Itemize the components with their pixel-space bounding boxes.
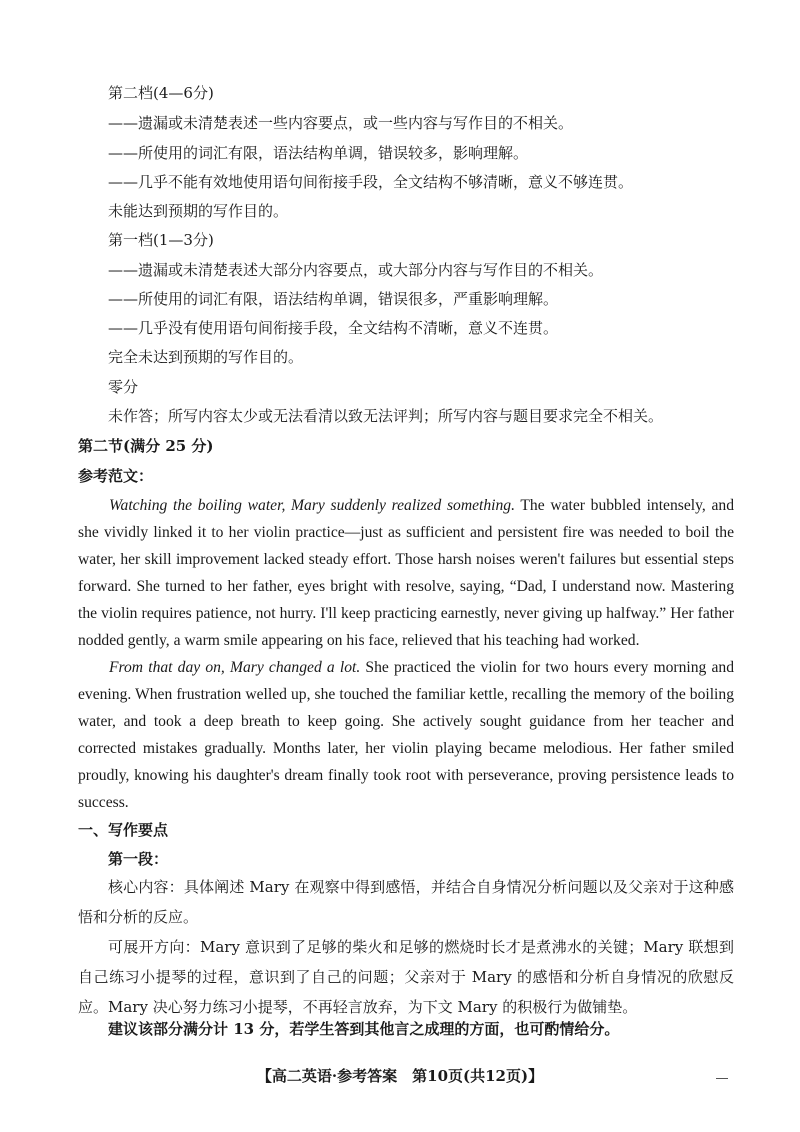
grade2-title: 第二档(4—6分) [108, 84, 214, 102]
scoring-suggestion: 建议该部分满分计 13 分，若学生答到其他言之成理的方面，也可酌情给分。 [108, 1020, 620, 1038]
key-points-title: 一、写作要点 [78, 821, 169, 839]
zero-text: 未作答；所写内容太少或无法看清以致无法评判；所写内容与题目要求完全不相关。 [108, 407, 664, 425]
grade2-item: ——几乎不能有效地使用语句间衔接手段，全文结构不够清晰，意义不够连贯。 [108, 173, 634, 191]
expansion-directions: 可展开方向：Mary 意识到了足够的柴火和足够的燃烧时长才是煮沸水的关键；Mary 联想到自己练习小提琴的过程，意识到了自己的问题；父亲对于 Mary 的感悟和分析自身情况的欣慰反应。Mary 决心努力练习小提琴，不再轻言放弃，为下文 Mary 的积极行为做铺垫。 [78, 938, 734, 1016]
core-content: 核心内容：具体阐述 Mary 在观察中得到感悟，并结合自身情况分析问题以及父亲对于这种感悟和分析的反应。 [78, 878, 734, 926]
grade1-item: ——所使用的词汇有限，语法结构单调，错误很多，严重影响理解。 [108, 290, 559, 308]
paragraph-one-title: 第一段： [108, 850, 169, 868]
grade1-item: ——遗漏或未清楚表述大部分内容要点，或大部分内容与写作目的不相关。 [108, 261, 604, 279]
page-footer: 【高二英语·参考答案 第10页(共12页)】 [256, 1067, 544, 1085]
grade2-conclusion: 未能达到预期的写作目的。 [108, 202, 289, 220]
section-title: 第二节(满分 25 分) [78, 437, 214, 455]
sample-label: 参考范文： [78, 467, 154, 485]
corner-mark [716, 1078, 728, 1079]
essay-paragraph-1-body: The water bubbled intensely, and she vividly linked it to her violin practice—just as sufficient and persistent fire was needed to boil the water, her skill improvement lacked steady effort. Those harsh noises weren't failures but essential steps forward. She turned to her father, eyes bright with resolve, saying, “Dad, I understand now. Mastering the violin requires patience, not hurry. I'll keep practicing earnestly, never giving up halfway.” Her father nodded gently, a warm smile appearing on his face, relieved that his teaching had worked. [78, 497, 734, 649]
essay-paragraph-2 [78, 654, 734, 816]
essay-paragraph-2-lead: From that day on, Mary changed a lot. [109, 659, 361, 676]
grade2-item: ——所使用的词汇有限，语法结构单调，错误较多，影响理解。 [108, 144, 529, 162]
essay-paragraph-1 [78, 492, 734, 654]
zero-title: 零分 [108, 378, 139, 396]
essay-paragraph-2-body: She practiced the violin for two hours every morning and evening. When frustration welled up, she touched the familiar kettle, recalling the memory of the boiling water, and took a deep breath to keep going. She actively sought guidance from her teacher and corrected mistakes gradually. Months later, her violin playing became melodious. Her father smiled proudly, knowing his daughter's dream finally took root with perseverance, proving persistence leads to success. [78, 659, 735, 811]
grade2-item: ——遗漏或未清楚表述一些内容要点，或一些内容与写作目的不相关。 [108, 114, 574, 132]
grade1-item: ——几乎没有使用语句间衔接手段，全文结构不清晰，意义不连贯。 [108, 319, 559, 337]
essay-paragraph-1-lead: Watching the boiling water, Mary suddenly realized something. [109, 497, 515, 514]
grade1-title: 第一档(1—3分) [108, 231, 214, 249]
grade1-conclusion: 完全未达到预期的写作目的。 [108, 348, 304, 366]
